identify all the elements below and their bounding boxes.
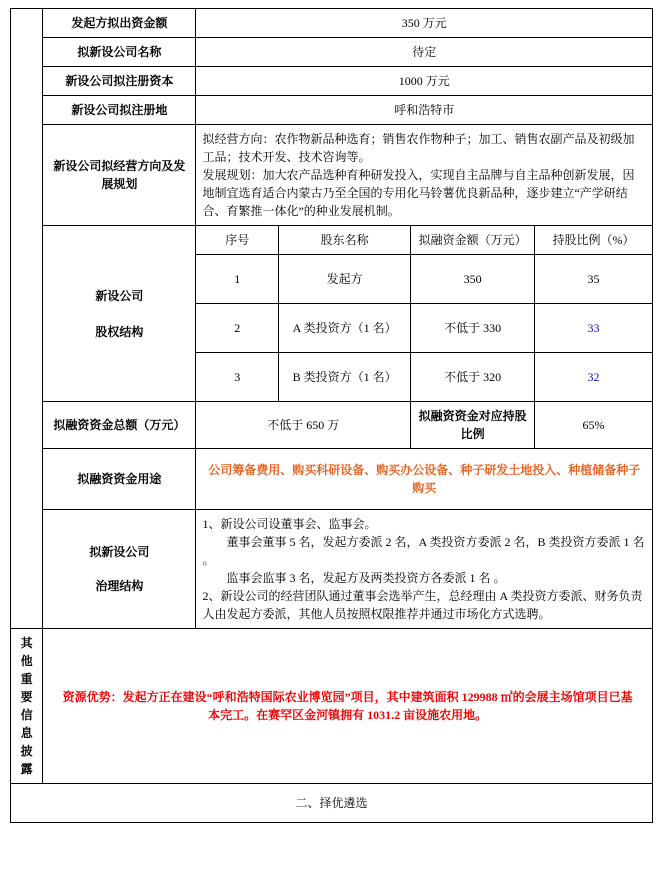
table-row	[11, 226, 653, 255]
table-row	[11, 402, 653, 449]
equity-row-2-name: A 类投资方（1 名）	[279, 304, 411, 353]
equity-row-1-no: 1	[196, 255, 279, 304]
governance-paragraph-1: 1、新设公司设董事会、监事会。	[202, 517, 377, 531]
row-value-founder-contribution: 350 万元	[196, 9, 653, 38]
governance-paragraph-2: 董事会董事 5 名，发起方委派 2 名，A 类投资方委派 2 名，B 类投资方委派 1 名 。	[202, 535, 645, 567]
row-label-registered-place: 新设公司拟注册地	[43, 96, 196, 125]
equity-row-3-name: B 类投资方（1 名）	[279, 353, 411, 402]
left-rail-spacer	[11, 9, 43, 629]
equity-row-2-amount: 不低于 330	[411, 304, 535, 353]
equity-row-1-amount: 350	[411, 255, 535, 304]
row-label-other-info	[11, 629, 43, 784]
table-row	[11, 96, 653, 125]
row-label-finance-ratio: 拟融资资金对应持股比例	[411, 402, 535, 449]
equity-row-2-ratio: 33	[535, 304, 653, 353]
equity-label-line-1: 新设公司	[95, 288, 144, 303]
table-row	[11, 9, 653, 38]
row-label-governance	[43, 510, 196, 629]
row-value-newco-name: 待定	[196, 38, 653, 67]
row-value-finance-total: 不低于 650 万	[196, 402, 411, 449]
equity-row-2-no: 2	[196, 304, 279, 353]
row-value-fund-use: 公司筹备费用、购买科研设备、购买办公设备、种子研发土地投入、种植储备种子购买	[196, 449, 653, 510]
table-row	[11, 125, 653, 226]
equity-label-line-2: 股权结构	[95, 324, 144, 339]
section-title-selection: 二、择优遴选	[11, 784, 653, 823]
table-row	[11, 629, 653, 784]
row-label-founder-contribution: 发起方拟出资金额	[43, 9, 196, 38]
equity-row-3-ratio: 32	[535, 353, 653, 402]
equity-header-amount	[411, 226, 535, 255]
equity-header-no: 序号	[196, 226, 279, 255]
table-row	[11, 67, 653, 96]
table-row	[11, 449, 653, 510]
row-label-newco-name: 拟新设公司名称	[43, 38, 196, 67]
equity-row-1-name: 发起方	[279, 255, 411, 304]
row-label-equity-structure	[43, 226, 196, 402]
equity-header-name: 股东名称	[279, 226, 411, 255]
row-label-finance-total: 拟融资资金总额（万元）	[43, 402, 196, 449]
governance-paragraph-3: 监事会监事 3 名，发起方及两类投资方各委派 1 名 。	[226, 571, 506, 585]
equity-header-ratio: 持股比例（%）	[535, 226, 653, 255]
row-label-business-plan: 新设公司拟经营方向及发展规划	[43, 125, 196, 226]
row-label-registered-capital: 新设公司拟注册资本	[43, 67, 196, 96]
equity-header-amount-text: 拟融资金额（万元）	[418, 233, 527, 247]
row-value-registered-place: 呼和浩特市	[196, 96, 653, 125]
governance-label-line-1: 拟新设公司	[89, 545, 150, 559]
business-plan-paragraph-2: 发展规划：加大农产品选种育种研发投入，实现自主品牌与自主品种创新发展，因地制宜选育适合内蒙古乃至全国的专用化马铃薯优良新品种，逐步建立“产学研结合、育繁推一体化”的种业发展机制。	[202, 168, 635, 218]
table-row	[11, 784, 653, 823]
table-row	[11, 510, 653, 629]
equity-row-3-amount: 不低于 320	[411, 353, 535, 402]
governance-paragraph-4: 2、新设公司的经营团队通过董事会选举产生，总经理由 A 类投资方委派、财务负责人由发起方委派，其他人员按照权限推荐并通过市场化方式选聘。	[202, 589, 643, 621]
table-row	[11, 38, 653, 67]
row-label-fund-use: 拟融资资金用途	[43, 449, 196, 510]
main-table	[10, 8, 653, 823]
equity-row-3-no: 3	[196, 353, 279, 402]
row-value-finance-ratio: 65%	[535, 402, 653, 449]
row-value-business-plan	[196, 125, 653, 226]
other-info-label-text: 其他重要信息披露	[20, 636, 33, 776]
equity-row-1-ratio: 35	[535, 255, 653, 304]
governance-label-line-2: 治理结构	[95, 579, 144, 593]
row-value-governance	[196, 510, 653, 629]
business-plan-paragraph-1: 拟经营方向：农作物新品种选育；销售农作物种子；加工、销售农副产品及初级加工品；技术开发、技术咨询等。	[202, 132, 635, 164]
row-value-other-info: 资源优势：发起方正在建设“呼和浩特国际农业博览园”项目，其中建筑面积 129988 ㎡的会展主场馆项目已基本完工。在赛罕区金河镇拥有 1031.2 亩设施农用地。	[43, 629, 653, 784]
row-value-registered-capital: 1000 万元	[196, 67, 653, 96]
